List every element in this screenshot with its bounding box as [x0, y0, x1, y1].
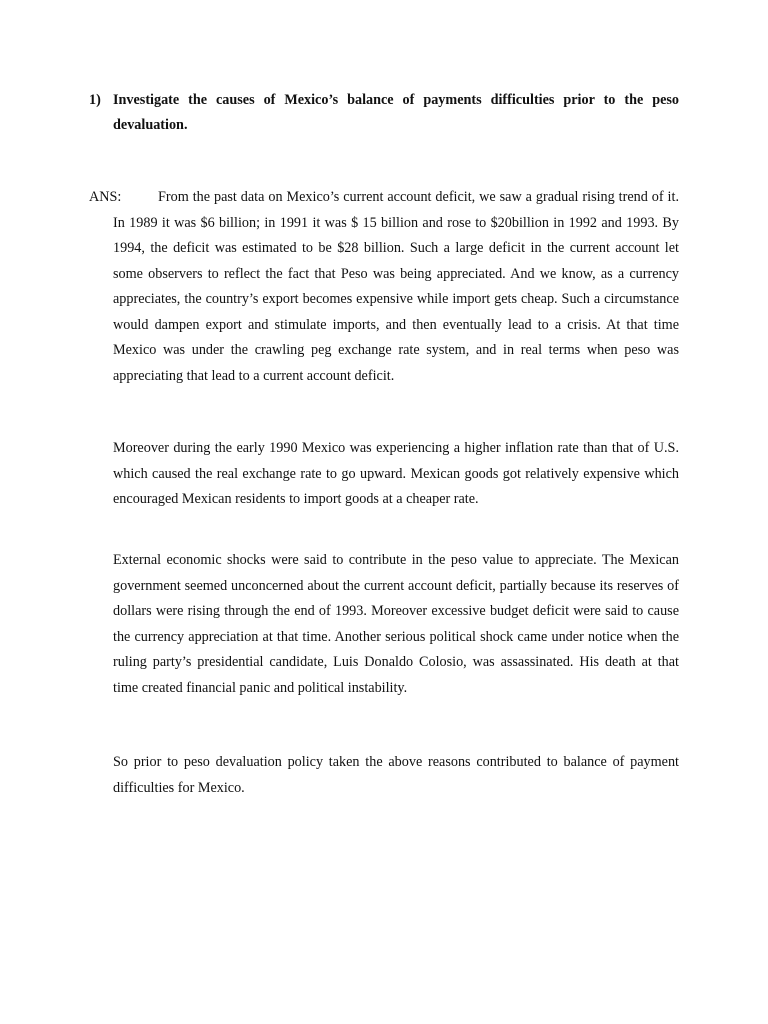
answer-paragraph-1: From the past data on Mexico’s current account deficit, we saw a gradual rising trend of it. In 1989 it was $6 billion; in 1991 it was $ 15 billion and rose to $20billion in 1992 and 1993. By 1994, the deficit was estimated to be $28 billion. Such a large deficit in the current account let some observers to reflect the fact that Peso was being appreciated. And we know, as a currency appreciates, the country’s export becomes expensive while import gets cheap. Such a circumstance would dampen export and stimulate imports, and then eventually lead to a crisis. At that time Mexico was under the crawling peg exchange rate system, and in real terms when peso was appreciating that lead to a current account deficit.	[113, 189, 679, 384]
answer-paragraph-4: So prior to peso devaluation policy taken the above reasons contributed to balance of payment difficulties for Mexico.	[113, 754, 679, 796]
question-heading	[89, 88, 679, 138]
answer-paragraph-2: Moreover during the early 1990 Mexico was experiencing a higher inflation rate than that of U.S. which caused the real exchange rate to go upward. Mexican goods got relatively expensive which encouraged Mexican residents to import goods at a cheaper rate.	[113, 440, 679, 507]
question-text: Investigate the causes of Mexico’s balance of payments difficulties prior to the peso devaluation.	[113, 92, 679, 133]
question-number: 1)	[89, 92, 101, 108]
answer-paragraph-3: External economic shocks were said to contribute in the peso value to appreciate. The Mexican government seemed unconcerned about the current account deficit, partially because its reserves of dollars were rising through the end of 1993. Moreover excessive budget deficit were said to cause the currency appreciation at that time. Another serious political shock came under notice when the ruling party’s presidential candidate, Luis Donaldo Colosio, was assassinated. His death at that time created financial panic and political instability.	[113, 552, 679, 696]
answer-label: ANS:	[89, 189, 122, 205]
